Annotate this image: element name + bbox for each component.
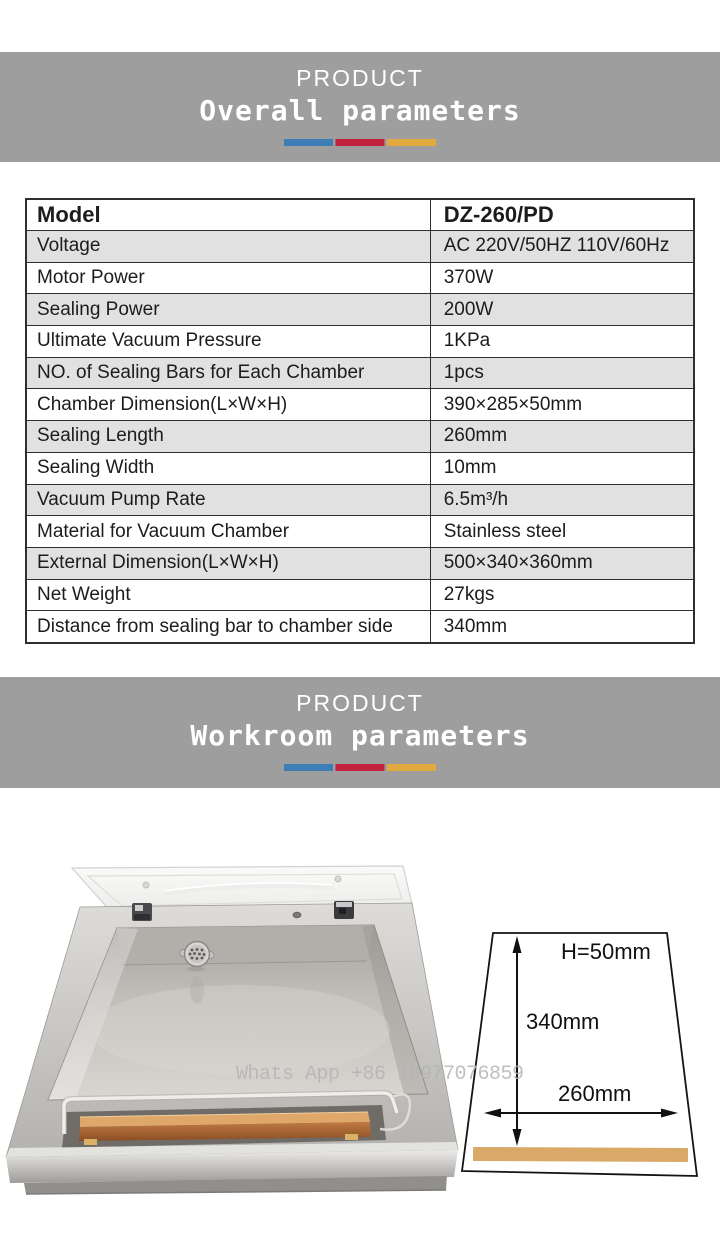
banner-eyebrow: PRODUCT (296, 690, 424, 716)
width-dimension-label: 260mm (558, 1081, 632, 1106)
spec-label: Net Weight (26, 579, 430, 611)
spec-label: Material for Vacuum Chamber (26, 516, 430, 548)
spec-label: Voltage (26, 231, 430, 263)
table-header-row (26, 199, 694, 231)
spec-value: AC 220V/50HZ 110V/60Hz (430, 231, 694, 263)
spec-label: Motor Power (26, 262, 430, 294)
divider-red-segment (336, 764, 385, 771)
banner-title: Overall parameters (199, 94, 521, 127)
spec-value: 27kgs (430, 579, 694, 611)
tricolor-divider (284, 764, 436, 771)
table-row (26, 484, 694, 516)
divider-red-segment (336, 139, 385, 146)
spec-label: Vacuum Pump Rate (26, 484, 430, 516)
spec-value: 10mm (430, 452, 694, 484)
table-row (26, 389, 694, 421)
banner-eyebrow: PRODUCT (296, 65, 424, 91)
spec-label: NO. of Sealing Bars for Each Chamber (26, 357, 430, 389)
chamber-dimension-diagram (450, 920, 720, 1190)
lid-hinge-left (132, 903, 152, 921)
divider-blue-segment (284, 139, 333, 146)
lid-hinge-right (334, 901, 354, 919)
banner-workroom-parameters (0, 677, 720, 788)
spec-value: 500×340×360mm (430, 547, 694, 579)
chamber-outline (462, 933, 697, 1176)
spec-label: Sealing Width (26, 452, 430, 484)
spec-label: Distance from sealing bar to chamber side (26, 611, 430, 643)
spec-header-value: DZ-260/PD (430, 199, 694, 231)
table-row (26, 547, 694, 579)
table-row (26, 452, 694, 484)
lid-screw-icon (143, 882, 149, 888)
spec-label: Sealing Power (26, 294, 430, 326)
lid-screw-icon (335, 876, 341, 882)
spec-header-label: Model (26, 199, 430, 231)
machine-front-edge (6, 1142, 458, 1194)
spec-label: Chamber Dimension(L×W×H) (26, 389, 430, 421)
table-row (26, 421, 694, 453)
spec-value: 1pcs (430, 357, 694, 389)
diagram-seal-bar (473, 1147, 688, 1162)
table-row (26, 579, 694, 611)
banner-overall-parameters (0, 52, 720, 162)
spec-value: 200W (430, 294, 694, 326)
spec-value: 6.5m³/h (430, 484, 694, 516)
spec-label: Sealing Length (26, 421, 430, 453)
table-row (26, 611, 694, 643)
table-row (26, 231, 694, 263)
divider-yellow-segment (387, 139, 436, 146)
table-row (26, 357, 694, 389)
table-row (26, 262, 694, 294)
spec-value: 260mm (430, 421, 694, 453)
table-row (26, 294, 694, 326)
table-row (26, 516, 694, 548)
spec-value: 340mm (430, 611, 694, 643)
depth-dimension-label: 340mm (526, 1009, 600, 1034)
table-row (26, 326, 694, 358)
product-photo (0, 840, 465, 1256)
height-dimension-label: H=50mm (561, 939, 651, 964)
tricolor-divider (284, 139, 436, 146)
divider-blue-segment (284, 764, 333, 771)
spec-value: 370W (430, 262, 694, 294)
banner-title: Workroom parameters (190, 719, 530, 752)
spec-table (25, 198, 695, 644)
spec-value: 1KPa (430, 326, 694, 358)
spec-label: Ultimate Vacuum Pressure (26, 326, 430, 358)
rim-port-hole (293, 912, 301, 918)
divider-yellow-segment (387, 764, 436, 771)
spec-value: Stainless steel (430, 516, 694, 548)
watermark-text: Whats App +86 18977076859 (236, 1063, 524, 1086)
spec-label: External Dimension(L×W×H) (26, 547, 430, 579)
spec-value: 390×285×50mm (430, 389, 694, 421)
